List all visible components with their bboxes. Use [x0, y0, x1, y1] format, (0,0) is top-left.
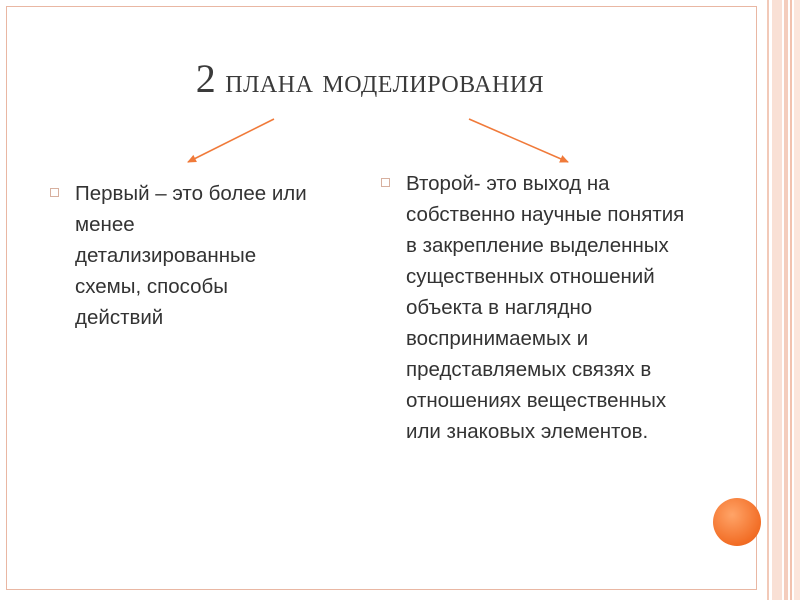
right-column: [381, 168, 726, 447]
decorative-circle-icon: [713, 498, 761, 546]
bullet-icon: [50, 188, 59, 197]
right-column-text: Второй- это выход на собственно научные понятия в закрепление выделенных существенных отношений объекта в наглядно воспринимаемых и представляемых связях в отношениях вещественных или знаковых элементов.: [406, 172, 685, 443]
title-number: 2: [195, 56, 217, 101]
left-column-text: Первый – это более или менее детализированные схемы, способы действий: [75, 182, 307, 329]
left-column: [50, 178, 350, 333]
left-arrow: [188, 119, 274, 162]
bullet-icon: [381, 178, 390, 187]
right-arrow: [469, 119, 568, 162]
title-text: плана моделирования: [225, 63, 545, 100]
